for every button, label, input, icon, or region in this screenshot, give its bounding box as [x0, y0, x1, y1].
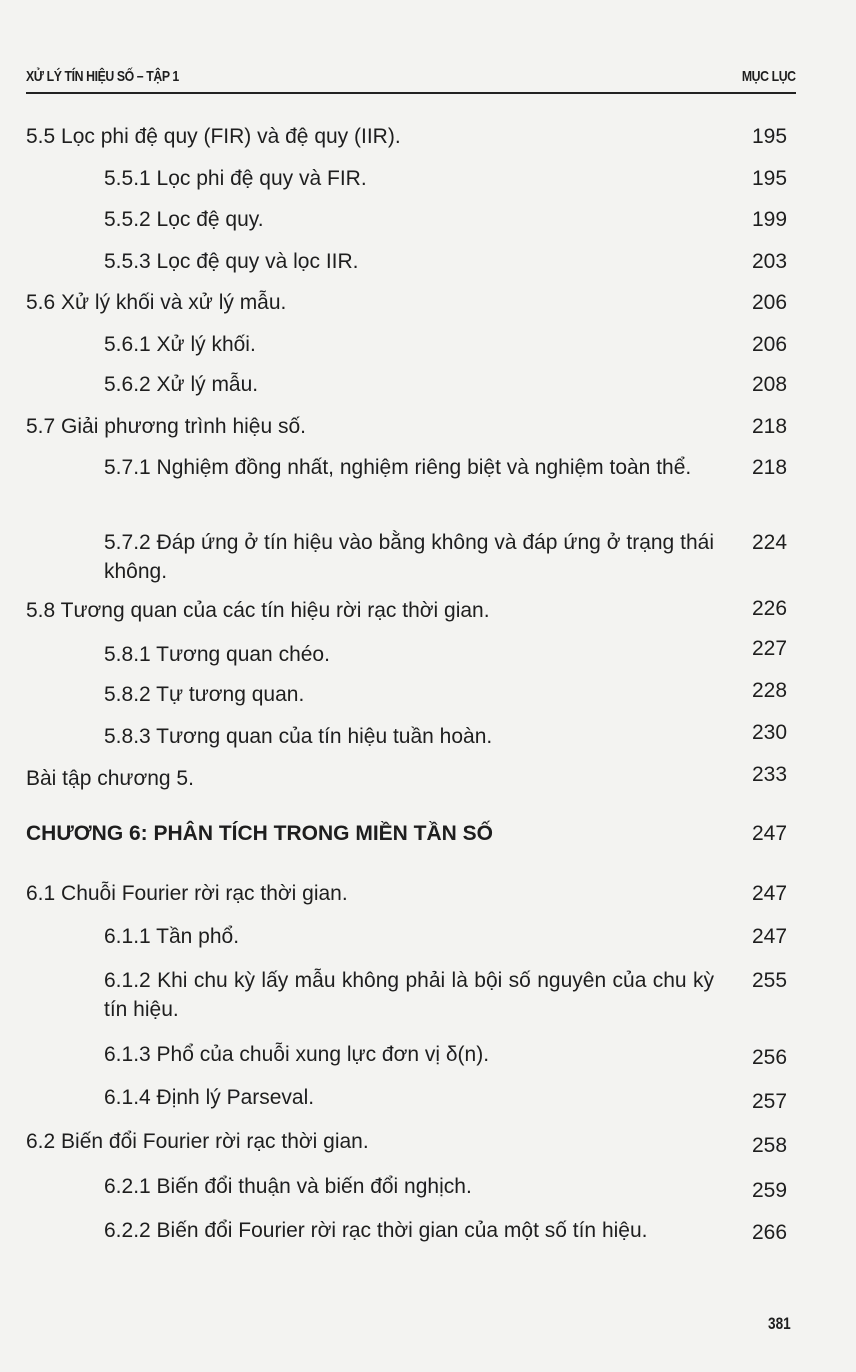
toc-entry-5-6: 5.6 Xử lý khối và xử lý mẫu. [26, 291, 287, 314]
toc-entry-6-2-2: 6.2.2 Biến đổi Fourier rời rạc thời gian của một số tín hiệu. [104, 1219, 648, 1242]
toc-page-6-1-3: 256 [752, 1046, 788, 1069]
toc-entry-exercises-5: Bài tập chương 5. [26, 767, 194, 790]
toc-page-6-1-4: 257 [752, 1090, 788, 1113]
toc-page-5-8-1: 227 [752, 637, 788, 660]
toc-page-exercises-5: 233 [752, 763, 788, 786]
toc-page-6-1-2: 255 [752, 969, 788, 992]
running-header-section: MỤC LỤC [742, 68, 796, 85]
toc-entry-6-1: 6.1 Chuỗi Fourier rời rạc thời gian. [26, 882, 348, 905]
toc-entry-5-6-2: 5.6.2 Xử lý mẫu. [104, 373, 259, 396]
toc-page-5-8: 226 [752, 597, 788, 620]
toc-entry-6-1-3: 6.1.3 Phổ của chuỗi xung lực đơn vị δ(n). [104, 1043, 490, 1066]
toc-entry-6-1-1: 6.1.1 Tần phổ. [104, 925, 240, 948]
toc-entry-5-7-2: 5.7.2 Đáp ứng ở tín hiệu vào bằng không và đáp ứng ở trạng thái không. [104, 531, 714, 583]
toc-page-chapter-6: 247 [752, 822, 788, 845]
header-divider [26, 92, 796, 94]
toc-page-5-7-2: 224 [752, 531, 788, 554]
toc-entry-6-1-2: 6.1.2 Khi chu kỳ lấy mẫu không phải là bội số nguyên của chu kỳ tín hiệu. [104, 969, 714, 1021]
page-number: 381 [768, 1314, 791, 1333]
toc-page-5-6-2: 208 [752, 373, 788, 396]
toc-page-5-6: 206 [752, 291, 788, 314]
toc-entry-5-7: 5.7 Giải phương trình hiệu số. [26, 415, 306, 438]
toc-entry-5-5-1: 5.5.1 Lọc phi đệ quy và FIR. [104, 167, 367, 190]
toc-page-5-8-3: 230 [752, 721, 788, 744]
toc-entry-5-7-1: 5.7.1 Nghiệm đồng nhất, nghiệm riêng biệt và nghiệm toàn thể. [104, 456, 692, 479]
toc-entry-5-5: 5.5 Lọc phi đệ quy (FIR) và đệ quy (IIR). [26, 125, 401, 148]
toc-page-6-2: 258 [752, 1134, 788, 1157]
toc-entry-5-6-1: 5.6.1 Xử lý khối. [104, 333, 256, 356]
toc-entry-5-8-3: 5.8.3 Tương quan của tín hiệu tuần hoàn. [104, 725, 493, 748]
toc-entry-5-8: 5.8 Tương quan của các tín hiệu rời rạc thời gian. [26, 599, 490, 622]
toc-entry-6-1-4: 6.1.4 Định lý Parseval. [104, 1086, 315, 1109]
toc-page-5-5-2: 199 [752, 208, 788, 231]
toc-page-5-8-2: 228 [752, 679, 788, 702]
toc-page-6-1-1: 247 [752, 925, 788, 948]
toc-page-5-7: 218 [752, 415, 788, 438]
toc-entry-6-2: 6.2 Biến đổi Fourier rời rạc thời gian. [26, 1130, 369, 1153]
toc-page-5-5-3: 203 [752, 250, 788, 273]
toc-page-6-2-1: 259 [752, 1179, 788, 1202]
toc-page-5-7-1: 218 [752, 456, 788, 479]
toc-page-6-1: 247 [752, 882, 788, 905]
running-header-title: XỬ LÝ TÍN HIỆU SỐ – TẬP 1 [26, 68, 179, 85]
toc-page-6-2-2: 266 [752, 1221, 788, 1244]
toc-page-5-5: 195 [752, 125, 788, 148]
toc-page-5-6-1: 206 [752, 333, 788, 356]
toc-entry-5-8-2: 5.8.2 Tự tương quan. [104, 683, 305, 706]
toc-page-5-5-1: 195 [752, 167, 788, 190]
toc-entry-5-5-2: 5.5.2 Lọc đệ quy. [104, 208, 264, 231]
toc-entry-6-2-1: 6.2.1 Biến đổi thuận và biến đổi nghịch. [104, 1175, 472, 1198]
toc-entry-5-5-3: 5.5.3 Lọc đệ quy và lọc IIR. [104, 250, 359, 273]
toc-entry-5-8-1: 5.8.1 Tương quan chéo. [104, 643, 330, 666]
toc-chapter-6: CHƯƠNG 6: PHÂN TÍCH TRONG MIỀN TẦN SỐ [26, 822, 494, 845]
